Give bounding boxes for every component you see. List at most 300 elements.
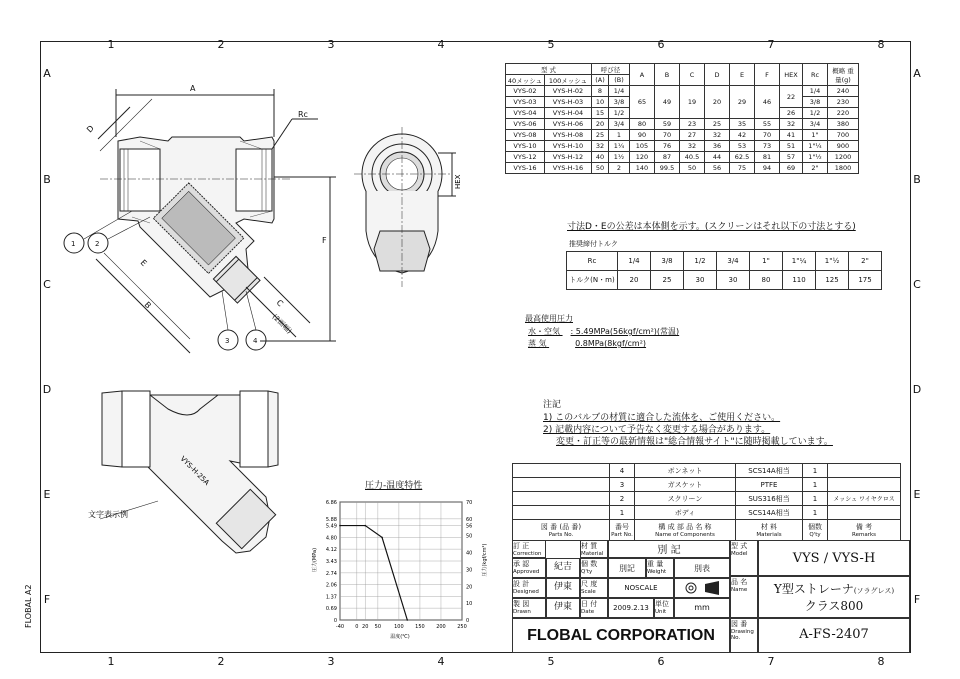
spec-cell: VYS-06 bbox=[506, 119, 545, 130]
spec-cell: VYS-16 bbox=[506, 163, 545, 174]
parts-cell: ボディ bbox=[635, 506, 736, 520]
chart-y-tick: 3.43 bbox=[325, 559, 337, 565]
column-number: 5 bbox=[547, 38, 555, 51]
spec-cell: 29 bbox=[730, 86, 755, 119]
column-number: 6 bbox=[657, 38, 665, 51]
spec-head-size: 呼び径 bbox=[592, 64, 630, 75]
spec-cell: 1/2 bbox=[609, 108, 630, 119]
side-label: FLOBAL A2 bbox=[24, 584, 33, 628]
torque-head: 3/8 bbox=[651, 252, 684, 271]
spec-cell: 56 bbox=[705, 163, 730, 174]
torque-head: 1/2 bbox=[684, 252, 717, 271]
spec-cell: 49 bbox=[655, 86, 680, 119]
note-line-1: 1) このバルブの材質に適合した流体を、ご使用ください。 bbox=[543, 413, 781, 423]
spec-cell: 25 bbox=[592, 130, 609, 141]
pressure-title: 最高使用圧力 bbox=[525, 314, 573, 323]
spec-head-100mesh: 100メッシュ bbox=[545, 75, 592, 86]
row-letter: B bbox=[913, 173, 921, 186]
spec-cell: 1 bbox=[609, 130, 630, 141]
parts-cell: 4 bbox=[610, 464, 635, 478]
outlet-bore bbox=[236, 149, 272, 211]
parts-cell bbox=[828, 506, 901, 520]
spec-cell: 25 bbox=[705, 119, 730, 130]
spec-head-rc: Rc bbox=[803, 64, 828, 86]
parts-no-cell bbox=[513, 478, 610, 492]
chart-y2-tick: 50 bbox=[466, 533, 473, 540]
spec-cell: VYS-H-10 bbox=[545, 141, 592, 152]
parts-cell: SCS14A相当 bbox=[736, 464, 803, 478]
spec-cell: 220 bbox=[828, 108, 859, 119]
row-letter: A bbox=[43, 67, 51, 80]
spec-cell: 20 bbox=[705, 86, 730, 119]
spec-head-b-size: (B) bbox=[609, 75, 630, 86]
parts-cell: 1 bbox=[610, 506, 635, 520]
parts-cell: メッシュ ワイヤクロス bbox=[828, 492, 901, 506]
spec-cell: 240 bbox=[828, 86, 859, 97]
spec-cell: 105 bbox=[630, 141, 655, 152]
drawn-cell: 製 図 Drawn bbox=[512, 598, 546, 618]
torque-value: 110 bbox=[783, 271, 816, 290]
column-number: 3 bbox=[327, 655, 335, 668]
marking-label: 文字表示例 bbox=[88, 510, 128, 519]
spec-cell: 1"½ bbox=[803, 152, 828, 163]
parts-cell bbox=[828, 478, 901, 492]
spec-cell: 120 bbox=[630, 152, 655, 163]
bottom-view bbox=[100, 391, 278, 553]
spec-head-c: C bbox=[680, 64, 705, 86]
parts-cell: スクリーン bbox=[635, 492, 736, 506]
spec-cell: 380 bbox=[828, 119, 859, 130]
pressure-row2-value: 0.8MPa(8kgf/cm²) bbox=[575, 339, 647, 348]
pressure-row2 bbox=[528, 338, 646, 349]
spec-cell: 81 bbox=[755, 152, 780, 163]
product-class: クラス800 bbox=[804, 599, 864, 613]
name-label: 品 名 Name bbox=[730, 576, 758, 618]
parts-row bbox=[513, 464, 901, 478]
parts-row bbox=[513, 478, 901, 492]
parts-cell bbox=[828, 464, 901, 478]
spec-cell: VYS-12 bbox=[506, 152, 545, 163]
spec-cell: 99.5 bbox=[655, 163, 680, 174]
date-value: 2009.2.13 bbox=[608, 598, 654, 618]
column-number: 6 bbox=[657, 655, 665, 668]
correction-cell: 訂 正 Correction bbox=[512, 540, 546, 558]
chart-y-tick: 5.49 bbox=[325, 523, 337, 530]
weight-value: 別表 bbox=[674, 558, 730, 578]
chart-x-tick: 150 bbox=[415, 624, 425, 630]
spec-cell: 53 bbox=[730, 141, 755, 152]
spec-row bbox=[506, 130, 859, 141]
spec-cell: 2" bbox=[803, 163, 828, 174]
spec-row bbox=[506, 163, 859, 174]
balloon-4-label: 4 bbox=[253, 337, 258, 345]
spec-cell: 15 bbox=[592, 108, 609, 119]
spec-cell: 23 bbox=[680, 119, 705, 130]
spec-cell: 8 bbox=[592, 86, 609, 97]
spec-cell: 36 bbox=[705, 141, 730, 152]
spec-cell: 1"¼ bbox=[803, 141, 828, 152]
torque-value: 30 bbox=[684, 271, 717, 290]
material-value: 別 記 bbox=[608, 540, 730, 558]
spec-body bbox=[506, 86, 859, 174]
chart-x-tick: 200 bbox=[436, 624, 446, 630]
dim-a-label: A bbox=[190, 84, 196, 93]
spec-cell: 1200 bbox=[828, 152, 859, 163]
parts-no-cell bbox=[513, 464, 610, 478]
column-number: 2 bbox=[217, 655, 225, 668]
chart-y-tick: 5.88 bbox=[325, 516, 337, 523]
chart-y2-tick: 60 bbox=[466, 516, 473, 523]
chart-y2label: 圧力(kgf/cm²) bbox=[482, 543, 488, 577]
note-line-3: 変更・訂正等の最新情報は"総合情報サイト"に随時掲載しています。 bbox=[556, 437, 833, 447]
spec-cell: 2 bbox=[609, 163, 630, 174]
chart-y-tick: 0 bbox=[333, 618, 337, 624]
designed-cell: 設 計 Designed bbox=[512, 578, 546, 598]
chart-y-tick: 2.06 bbox=[325, 582, 337, 589]
spec-head-d: D bbox=[705, 64, 730, 86]
torque-value: 20 bbox=[618, 271, 651, 290]
parts-head: 材 料 Materials bbox=[736, 520, 803, 541]
product-name: Y型ストレーナ bbox=[773, 582, 854, 596]
spec-cell: 27 bbox=[680, 130, 705, 141]
torque-table bbox=[566, 251, 882, 290]
row-letter: C bbox=[43, 278, 51, 291]
chart-ticks bbox=[326, 500, 473, 630]
scale-value: NOSCALE bbox=[608, 578, 674, 598]
torque-head: 1"¼ bbox=[783, 252, 816, 271]
parts-head: 備 考 Remarks bbox=[828, 520, 901, 541]
chart-y2-tick: 0 bbox=[466, 618, 470, 624]
torque-value: トルク(N・m) bbox=[567, 271, 618, 290]
chart-y2-tick: 20 bbox=[466, 584, 473, 591]
balloon-2-label: 2 bbox=[95, 240, 100, 248]
parts-head: 図 番 (品 番) Parts No. bbox=[513, 520, 610, 541]
parts-cell: 1 bbox=[803, 478, 828, 492]
spec-row bbox=[506, 86, 859, 97]
spec-head-b: B bbox=[655, 64, 680, 86]
chart-point bbox=[407, 619, 409, 621]
chart-y2-tick: 56 bbox=[466, 523, 473, 530]
qty-label: 個 数 Q'ty bbox=[580, 558, 608, 578]
row-letter: F bbox=[43, 593, 51, 606]
model-value: VYS / VYS-H bbox=[758, 540, 910, 576]
chart-point bbox=[381, 537, 383, 539]
column-number: 8 bbox=[877, 38, 885, 51]
chart-x-tick: 100 bbox=[394, 624, 404, 630]
torque-head: 1/4 bbox=[618, 252, 651, 271]
pressure-temperature-chart bbox=[300, 490, 500, 640]
note-line-2: 2) 記載内容について予告なく変更する場合があります。 bbox=[543, 425, 771, 435]
pressure-row1 bbox=[528, 326, 679, 337]
spec-cell: VYS-10 bbox=[506, 141, 545, 152]
column-number: 2 bbox=[217, 38, 225, 51]
spec-cell: 3/8 bbox=[609, 97, 630, 108]
parts-head: 番号 Part No. bbox=[610, 520, 635, 541]
chart-grid bbox=[340, 502, 462, 620]
column-number: 4 bbox=[437, 38, 445, 51]
spec-cell: 3/8 bbox=[803, 97, 828, 108]
chart-y-tick: 1.37 bbox=[325, 594, 337, 601]
torque-head: 3/4 bbox=[717, 252, 750, 271]
chart-y2-tick: 70 bbox=[466, 499, 473, 506]
tolerance-note: 寸法D・Eの公差は本体側を示す。(スクリーンはそれ以下の寸法とする) bbox=[567, 222, 856, 232]
spec-head-model: 型 式 bbox=[506, 64, 592, 75]
column-number: 5 bbox=[547, 655, 555, 668]
row-letter: C bbox=[913, 278, 921, 291]
spec-cell: 59 bbox=[655, 119, 680, 130]
side-view bbox=[354, 127, 456, 287]
chart-x-tick: 20 bbox=[362, 624, 369, 630]
notes-title: 注記 bbox=[543, 400, 562, 410]
column-number: 4 bbox=[437, 655, 445, 668]
dim-d-label: D bbox=[85, 123, 96, 135]
spec-head-a: A bbox=[630, 64, 655, 86]
parts-cell: 1 bbox=[803, 492, 828, 506]
chart-xlabel: 温度(℃) bbox=[390, 634, 410, 640]
spec-cell: 230 bbox=[828, 97, 859, 108]
projection-symbol bbox=[674, 578, 730, 598]
column-number: 1 bbox=[107, 38, 115, 51]
spec-cell: 42 bbox=[730, 130, 755, 141]
pressure-row1-label: 水・空気 bbox=[528, 327, 560, 336]
chart-y-tick: 6.86 bbox=[325, 500, 337, 506]
dim-e-label: E bbox=[138, 258, 149, 268]
parts-row bbox=[513, 506, 901, 520]
dim-f-label: F bbox=[322, 236, 327, 245]
spec-head-hex: HEX bbox=[780, 64, 803, 86]
parts-row bbox=[513, 492, 901, 506]
balloon-3-label: 3 bbox=[225, 337, 230, 345]
row-letter: E bbox=[913, 488, 921, 501]
dim-c-label: C bbox=[274, 298, 285, 309]
spec-cell: VYS-H-12 bbox=[545, 152, 592, 163]
chart-point bbox=[364, 525, 366, 527]
date-label: 日 付 Date bbox=[580, 598, 608, 618]
spec-cell: 900 bbox=[828, 141, 859, 152]
row-letter: B bbox=[43, 173, 51, 186]
approved-name: 紀吉 bbox=[546, 558, 580, 578]
spec-head-40mesh: 40メッシュ bbox=[506, 75, 545, 86]
spec-cell: VYS-H-08 bbox=[545, 130, 592, 141]
spec-cell: VYS-04 bbox=[506, 108, 545, 119]
spec-cell: 87 bbox=[655, 152, 680, 163]
company-name: FLOBAL CORPORATION bbox=[512, 618, 730, 653]
name-value bbox=[758, 576, 910, 618]
spec-cell: VYS-H-03 bbox=[545, 97, 592, 108]
pressure-row2-label: 蒸 気 bbox=[528, 339, 547, 348]
drawing-no-label: 図 番 Drawing No. bbox=[730, 618, 758, 653]
chart-x-tick: 0 bbox=[355, 624, 359, 630]
spec-cell: 62.5 bbox=[730, 152, 755, 163]
parts-head: 構 成 部 品 名 称 Name of Components bbox=[635, 520, 736, 541]
spec-cell: VYS-H-06 bbox=[545, 119, 592, 130]
unit-label: 単位 Unit bbox=[654, 598, 674, 618]
spec-cell: 140 bbox=[630, 163, 655, 174]
spec-cell: 32 bbox=[705, 130, 730, 141]
spec-cell: 1/4 bbox=[609, 86, 630, 97]
spec-cell: 40.5 bbox=[680, 152, 705, 163]
column-number: 1 bbox=[107, 655, 115, 668]
torque-head: Rc bbox=[567, 252, 618, 271]
inlet-bore bbox=[120, 149, 160, 211]
chart-x-tick: -40 bbox=[335, 624, 345, 630]
section-view bbox=[64, 89, 336, 353]
spec-cell: VYS-03 bbox=[506, 97, 545, 108]
spec-cell: 3/4 bbox=[803, 119, 828, 130]
spec-row bbox=[506, 152, 859, 163]
row-letter: A bbox=[913, 67, 921, 80]
spec-cell: 50 bbox=[592, 163, 609, 174]
parts-cell: 1 bbox=[803, 506, 828, 520]
spec-cell: 94 bbox=[755, 163, 780, 174]
spec-cell: VYS-H-02 bbox=[545, 86, 592, 97]
chart-y-tick: 4.80 bbox=[325, 535, 337, 542]
spec-cell: 57 bbox=[780, 152, 803, 163]
spec-cell: 41 bbox=[780, 130, 803, 141]
spec-cell: 32 bbox=[592, 141, 609, 152]
parts-cell: 2 bbox=[610, 492, 635, 506]
torque-value: 30 bbox=[717, 271, 750, 290]
qty-value: 別記 bbox=[608, 558, 646, 578]
spec-cell: 3/4 bbox=[609, 119, 630, 130]
chart-y2-tick: 40 bbox=[466, 550, 473, 557]
column-number: 3 bbox=[327, 38, 335, 51]
torque-value: 175 bbox=[849, 271, 882, 290]
row-letter: F bbox=[913, 593, 921, 606]
parts-no-cell bbox=[513, 492, 610, 506]
approved-cell: 承 認 Approved bbox=[512, 558, 546, 578]
parts-head: 個数 Q'ty bbox=[803, 520, 828, 541]
spec-cell: 26 bbox=[780, 108, 803, 119]
spec-cell: VYS-H-16 bbox=[545, 163, 592, 174]
spec-cell: 44 bbox=[705, 152, 730, 163]
spec-cell: 32 bbox=[780, 119, 803, 130]
parts-body bbox=[513, 464, 901, 520]
spec-head-a-size: (A) bbox=[592, 75, 609, 86]
spec-cell: 1800 bbox=[828, 163, 859, 174]
spec-cell: 55 bbox=[755, 119, 780, 130]
chart-point bbox=[339, 525, 341, 527]
parts-cell: SCS14A相当 bbox=[736, 506, 803, 520]
chart-y2-tick: 30 bbox=[466, 567, 473, 574]
spec-cell: 32 bbox=[680, 141, 705, 152]
spec-cell: 10 bbox=[592, 97, 609, 108]
parts-cell: ボンネット bbox=[635, 464, 736, 478]
spec-cell: 20 bbox=[592, 119, 609, 130]
drawn-name: 伊東 bbox=[546, 598, 580, 618]
spec-cell: 50 bbox=[680, 163, 705, 174]
parts-cell: SUS316相当 bbox=[736, 492, 803, 506]
torque-head: 1" bbox=[750, 252, 783, 271]
parts-cell: 1 bbox=[803, 464, 828, 478]
product-name-sub: (ソラグレス) bbox=[853, 587, 895, 595]
spec-cell: 35 bbox=[730, 119, 755, 130]
chart-title: 圧力-温度特性 bbox=[365, 481, 423, 491]
spec-cell: 1/2 bbox=[803, 108, 828, 119]
dim-b-label: B bbox=[142, 300, 153, 311]
torque-value: 25 bbox=[651, 271, 684, 290]
chart-y-tick: 2.74 bbox=[325, 570, 337, 577]
spec-cell: 75 bbox=[730, 163, 755, 174]
material-label: 材 質 Material bbox=[580, 540, 608, 558]
row-letter: D bbox=[42, 383, 52, 396]
chart-y-tick: 4.12 bbox=[325, 547, 337, 554]
third-angle-projection-icon bbox=[675, 579, 729, 597]
spec-cell: 76 bbox=[655, 141, 680, 152]
row-letter: D bbox=[912, 383, 922, 396]
spec-cell: 40 bbox=[592, 152, 609, 163]
spec-cell: 80 bbox=[630, 119, 655, 130]
spec-cell: 46 bbox=[755, 86, 780, 119]
spec-cell: 70 bbox=[755, 130, 780, 141]
spec-head-weight: 概略 重量(g) bbox=[828, 64, 859, 86]
spec-cell: 90 bbox=[630, 130, 655, 141]
column-number: 7 bbox=[767, 655, 775, 668]
chart-y2-tick: 10 bbox=[466, 601, 473, 608]
torque-title: 推奨締付トルク bbox=[569, 240, 618, 248]
spec-cell: VYS-H-04 bbox=[545, 108, 592, 119]
parts-cell: PTFE bbox=[736, 478, 803, 492]
torque-value: 125 bbox=[816, 271, 849, 290]
torque-head: 1"½ bbox=[816, 252, 849, 271]
pressure-row1-value: : 5.49MPa(56kgf/cm²)(常温) bbox=[570, 327, 680, 336]
spec-cell: 22 bbox=[780, 86, 803, 108]
spec-row bbox=[506, 119, 859, 130]
marking-text: VYS-H-25A bbox=[178, 454, 211, 487]
spec-row bbox=[506, 141, 859, 152]
spec-head-e: E bbox=[730, 64, 755, 86]
parts-no-cell bbox=[513, 506, 610, 520]
torque-value: 80 bbox=[750, 271, 783, 290]
rc-label: Rc bbox=[298, 110, 308, 119]
spec-cell: 51 bbox=[780, 141, 803, 152]
balloon-1-label: 1 bbox=[71, 240, 76, 248]
column-number: 8 bbox=[877, 655, 885, 668]
spec-cell: VYS-08 bbox=[506, 130, 545, 141]
chart-x-tick: 250 bbox=[457, 624, 467, 630]
spec-cell: 1" bbox=[803, 130, 828, 141]
spec-cell: 1/4 bbox=[803, 86, 828, 97]
parts-cell: 3 bbox=[610, 478, 635, 492]
chart-x-tick: 50 bbox=[374, 624, 382, 630]
spec-cell: 65 bbox=[630, 86, 655, 119]
spec-cell: 69 bbox=[780, 163, 803, 174]
unit-value: mm bbox=[674, 598, 730, 618]
parts-table bbox=[512, 463, 901, 541]
dim-c-note: (2面幅) bbox=[270, 312, 294, 336]
spec-cell: 19 bbox=[680, 86, 705, 119]
spec-cell: VYS-02 bbox=[506, 86, 545, 97]
spec-cell: 1½ bbox=[609, 152, 630, 163]
torque-head: 2" bbox=[849, 252, 882, 271]
spec-table bbox=[505, 63, 859, 174]
column-number: 7 bbox=[767, 38, 775, 51]
hex-label: HEX bbox=[454, 174, 462, 189]
weight-label: 重 量 Weight bbox=[646, 558, 674, 578]
row-letter: E bbox=[43, 488, 51, 501]
designed-name: 伊東 bbox=[546, 578, 580, 598]
spec-cell: 73 bbox=[755, 141, 780, 152]
drawing-number: A-FS-2407 bbox=[758, 618, 910, 653]
chart-y-tick: 0.69 bbox=[325, 606, 337, 613]
spec-head-f: F bbox=[755, 64, 780, 86]
model-label: 型 式 Model bbox=[730, 540, 758, 576]
spec-cell: 700 bbox=[828, 130, 859, 141]
parts-cell: ガスケット bbox=[635, 478, 736, 492]
spec-cell: 70 bbox=[655, 130, 680, 141]
scale-label: 尺 度 Scale bbox=[580, 578, 608, 598]
spec-cell: 1¼ bbox=[609, 141, 630, 152]
